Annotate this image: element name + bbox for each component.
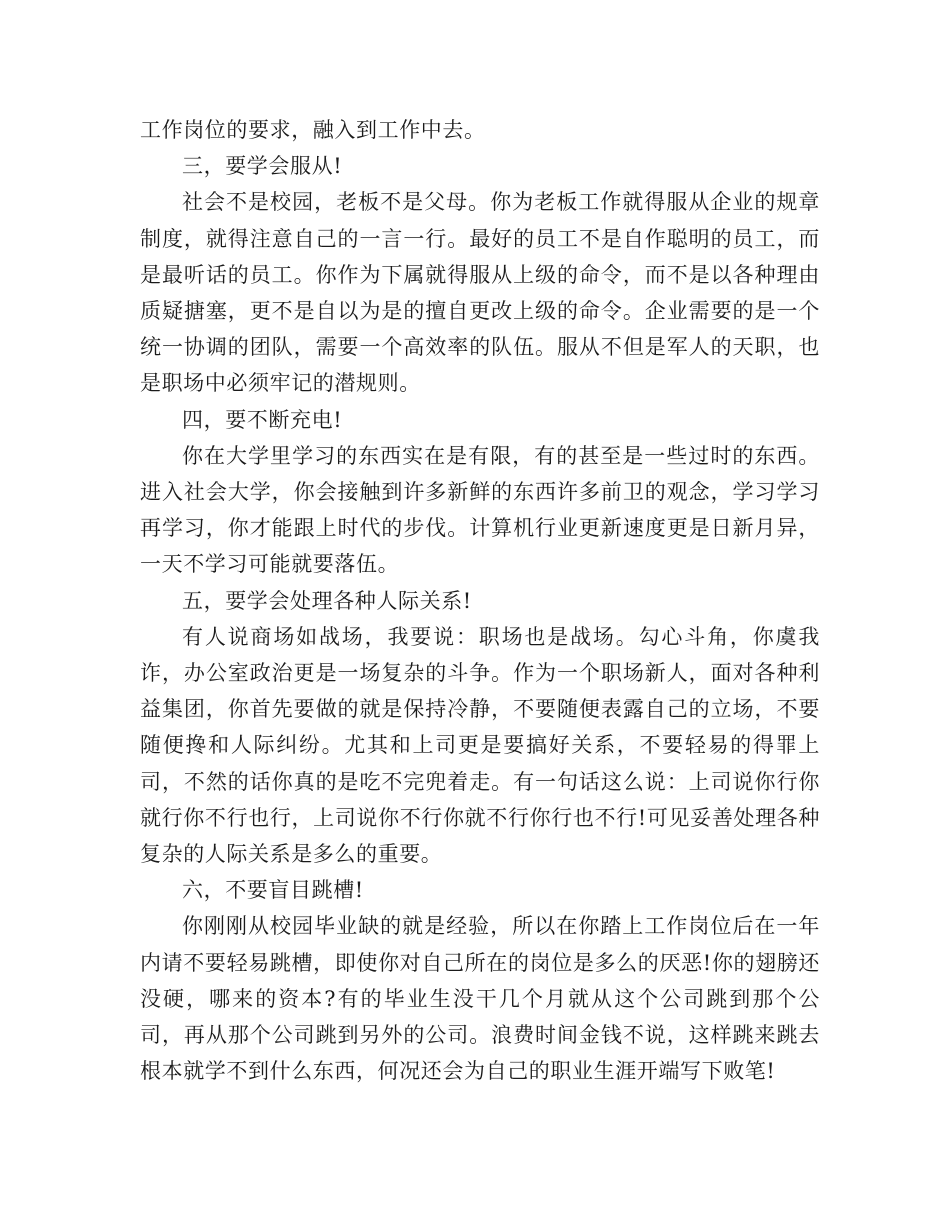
section-heading-5: 五，要学会处理各种人际关系! — [182, 588, 472, 613]
section-heading-3: 三，要学会服从! — [182, 154, 343, 179]
paragraph-continuation: 工作岗位的要求，融入到工作中去。 — [140, 118, 486, 142]
paragraph-learning: 你在大学里学习的东西实在是有限，有的甚至是一些过时的东西。进入社会大学，你会接触到许多新鲜的东西许多前卫的观念，学习学习再学习，你才能跟上时代的步伐。计算机行业更新速度更是日新月异，一天不学习可能就要落伍。 — [140, 443, 820, 577]
section-heading-4: 四，要不断充电! — [182, 407, 343, 432]
paragraph-obedience: 社会不是校园，老板不是父母。你为老板工作就得服从企业的规章制度，就得注意自己的一言一行。最好的员工不是自作聪明的员工，而是最听话的员工。你作为下属就得服从上级的命令，而不是以各种理由质疑搪塞，更不是自以为是的擅自更改上级的命令。企业需要的是一个统一协调的团队，需要一个高效率的队伍。服从不但是军人的天职，也是职场中必须牢记的潜规则。 — [140, 190, 820, 396]
section-heading-6: 六，不要盲目跳槽! — [182, 878, 364, 903]
paragraph-job-hopping: 你刚刚从校园毕业缺的就是经验，所以在你踏上工作岗位后在一年内请不要轻易跳槽，即使你对自己所在的岗位是多么的厌恶!你的翅膀还没硬，哪来的资本?有的毕业生没干几个月就从这个公司跳到那个公司，再从那个公司跳到另外的公司。浪费时间金钱不说，这样跳来跳去根本就学不到什么东西，何况还会为自己的职业生涯开端写下败笔! — [140, 914, 820, 1084]
paragraph-relationships: 有人说商场如战场，我要说：职场也是战场。勾心斗角，你虞我诈，办公室政治更是一场复杂的斗争。作为一个职场新人，面对各种利益集团，你首先要做的就是保持冷静，不要随便表露自己的立场，不要随便搀和人际纠纷。尤其和上司更是要搞好关系，不要轻易的得罪上司，不然的话你真的是吃不完兜着走。有一句话这么说：上司说你行你就行你不行也行，上司说你不行你就不行你行也不行!可见妥善处理各种复杂的人际关系是多么的重要。 — [140, 624, 820, 867]
document-body — [140, 112, 820, 1089]
